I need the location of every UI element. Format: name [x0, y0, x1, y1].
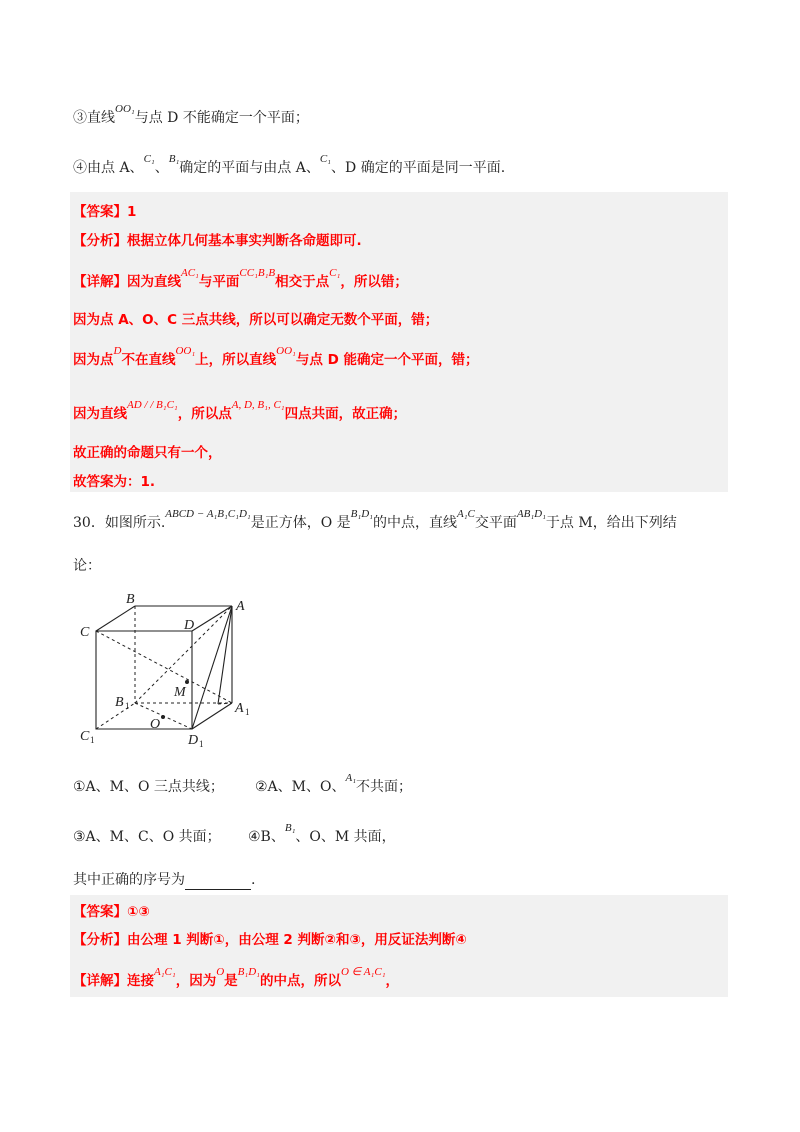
q29-detail-4: 因为直线$^{AD / / B_1C_1}$，所以点$^{A, D, B_1, C_1}$四点共面，故正确； [73, 399, 407, 422]
q30-question: 其中正确的序号为 . [73, 872, 256, 888]
label-b: B [126, 592, 135, 607]
math-oo1: OO₁ [115, 103, 135, 115]
label-d1: D [188, 733, 199, 748]
q30-answer: 【答案】①③ [73, 904, 150, 920]
q29-detail-5: 故正确的命题只有一个， [73, 445, 222, 461]
answer-blank [185, 875, 251, 890]
q30-stem-cont: 论： [73, 558, 101, 574]
q29-detail-3: 因为点$^D$不在直线$^{OO_1}$上，所以直线$^{OO_1}$与点 D 能确定一个平面，错； [73, 345, 479, 368]
q29-statement-4: ④由点 A、$^{C_1}$、$^{B_1}$确定的平面与由点 A、$^{C_1}$、D 确定的平面是同一平面. [73, 153, 506, 176]
label-b1: B [115, 695, 124, 710]
q29-answer: 【答案】1 [73, 204, 137, 220]
q30-option-1: ①A、M、O 三点共线； [73, 779, 224, 795]
cube-figure [70, 588, 270, 750]
point-o [161, 715, 165, 719]
q30-option-3: ③A、M、C、O 共面； [73, 829, 221, 845]
q30-detail: 【详解】连接$^{A_1C_1}$，因为$^O$是$^{B_1D_1}$的中点，所以$^{O \in A_1C_1}$， [73, 966, 400, 989]
q30-option-2: ②A、M、O、$^{A_1}$不共面； [255, 772, 413, 795]
label-m: M [174, 685, 186, 700]
label-c: C [80, 625, 90, 640]
label-o: O [150, 717, 161, 732]
q29-detail-2: 因为点 A、O、C 三点共线，所以可以确定无数个平面，错； [73, 312, 439, 328]
q30-stem: 30．如图所示.$^{ABCD - A_1B_1C_1D_1}$是正方体，O 是$^{B_1D_1}$的中点，直线$^{A_1C}$交平面$^{AB_1D_1}$于点 M，给出下列结 [73, 508, 677, 531]
q29-detail-6: 故答案为：1. [73, 474, 156, 490]
label-c1: C [80, 729, 90, 744]
point-m [185, 680, 189, 684]
label-a1: A [235, 701, 244, 716]
svg-text:1: 1 [125, 701, 130, 711]
svg-text:1: 1 [245, 707, 250, 717]
q29-detail-1: 【详解】因为直线$^{AC_1}$与平面$^{CC_1B_1B}$相交于点$^{C_1}$，所以错； [73, 267, 408, 290]
q29-analysis: 【分析】根据立体几何基本事实判断各命题即可. [73, 233, 362, 249]
svg-text:1: 1 [90, 735, 95, 745]
label-a: A [236, 599, 245, 614]
q30-analysis: 【分析】由公理 1 判断①，由公理 2 判断②和③，用反证法判断④ [73, 932, 467, 948]
q30-option-4: ④B、$^{B_1}$、O、M 共面， [248, 822, 396, 845]
q29-statement-3: ③直线$^{OO_1}$与点 D 不能确定一个平面； [73, 103, 309, 126]
svg-text:1: 1 [199, 739, 204, 749]
label-d: D [184, 618, 195, 633]
